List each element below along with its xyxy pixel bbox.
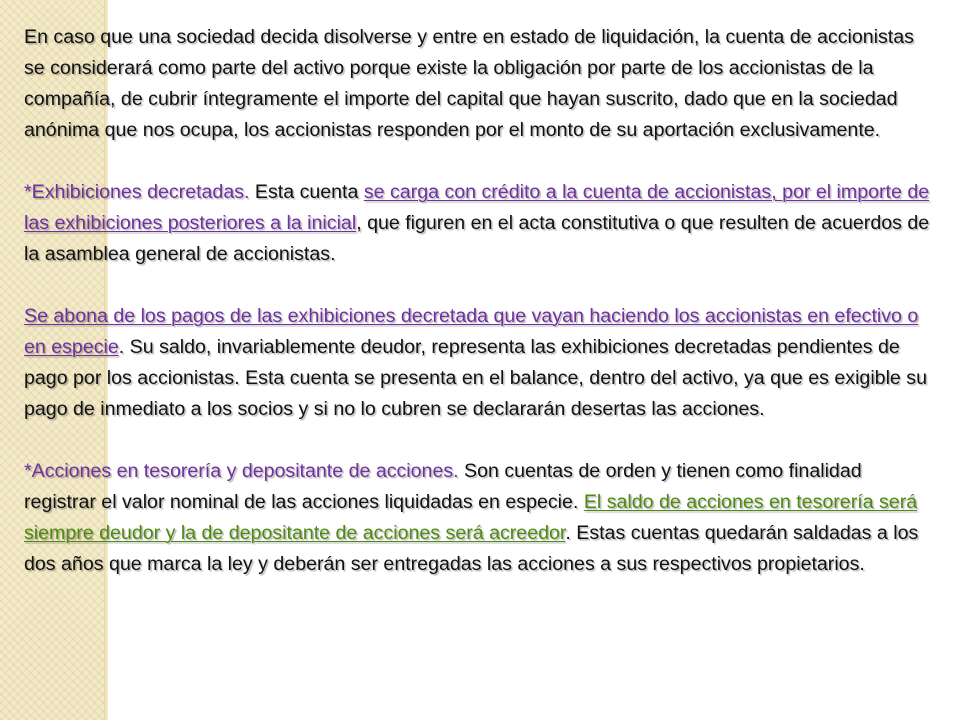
paragraph-text: , que figuren en el acta constitutiva o que resulten de acuerdos de la asamblea general de accionistas. [24,212,930,265]
hyperlink-se-abona[interactable]: Se abona de los pagos de las exhibiciones decretada que vayan haciendo los accionistas en efectivo o en especie [24,305,919,358]
section-heading-acciones: *Acciones en tesorería y depositante de acciones. [24,460,459,482]
paragraph-liquidacion [24,22,934,146]
section-heading-exhibiciones: *Exhibiciones decretadas. [24,181,250,203]
paragraph-text: Son cuentas de orden y tienen como finalidad registrar el valor nominal de las acciones liquidadas en especie. [24,460,862,513]
slide-body [24,22,934,611]
paragraph-text: En caso que una sociedad decida disolverse y entre en estado de liquidación, la cuenta de accionistas se considerará como parte del activo porque existe la obligación por parte de los accionistas de la compañía, de cubrir íntegramente el importe del capital que hayan suscrito, dado que en la sociedad anónima que nos ocupa, los accionistas responden por el monto de su aportación exclusivamente. [24,26,914,141]
hyperlink-saldo[interactable]: El saldo de acciones en tesorería será siempre deudor y la de depositante de acciones será acreedor [24,491,918,544]
hyperlink-se-carga[interactable]: se carga con crédito a la cuenta de accionistas, por el importe de las exhibiciones posteriores a la inicial [24,181,930,234]
paragraph-exhibiciones [24,177,934,270]
paragraph-abono [24,301,934,425]
paragraph-text: Esta cuenta [249,181,364,203]
paragraph-text: . Su saldo, invariablemente deudor, representa las exhibiciones decretadas pendientes de pago por los accionistas. Esta cuenta se presenta en el balance, dentro del activo, ya que es exigible su pago de inmediato a los socios y si no lo cubren se declararán desertas las acciones. [24,336,927,420]
paragraph-acciones-tesoreria [24,456,934,580]
paragraph-text: . Estas cuentas quedarán saldadas a los dos años que marca la ley y deberán ser entregadas las acciones a sus respectivos propietarios. [24,522,919,575]
